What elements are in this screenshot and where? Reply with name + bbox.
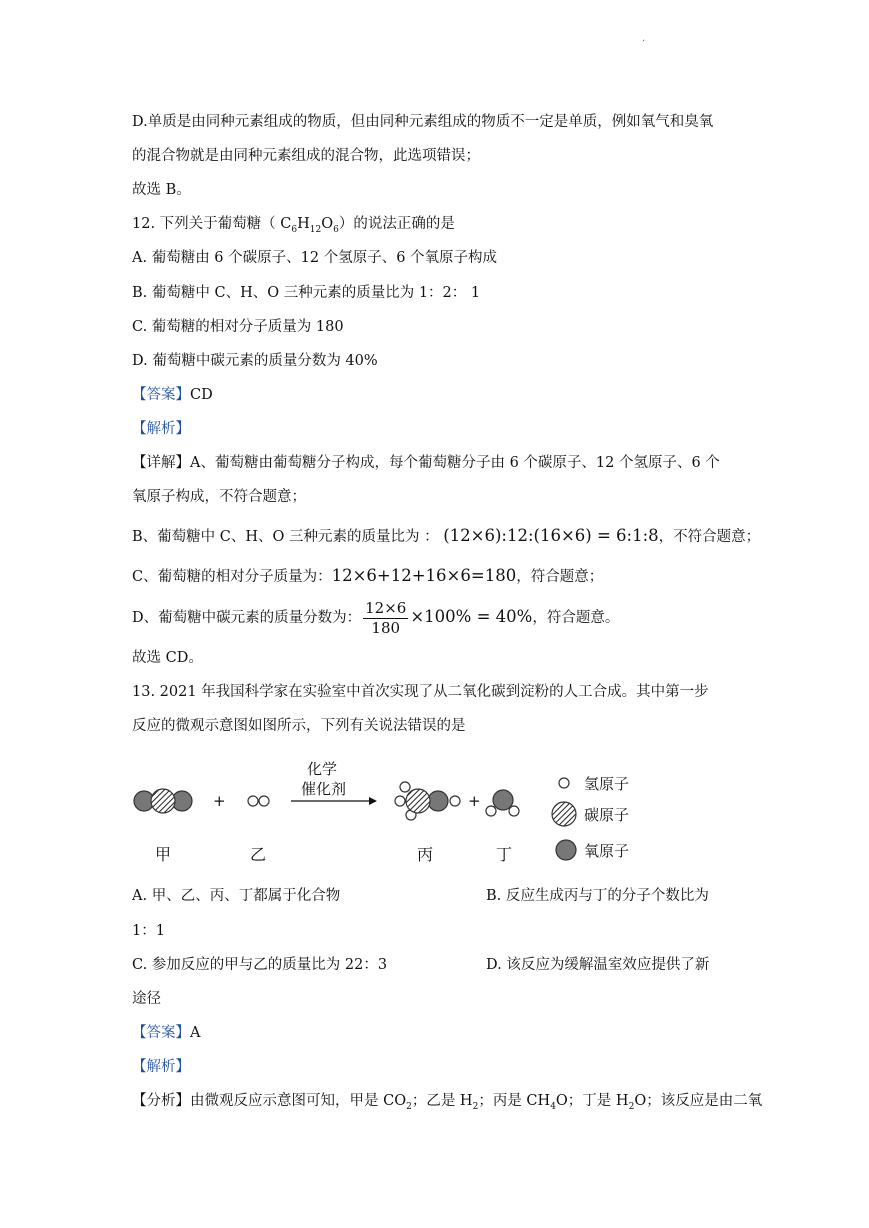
- answer-tag: 【答案】: [132, 387, 190, 403]
- q13-option-a: A. 甲、乙、丙、丁都属于化合物: [132, 888, 341, 904]
- q12-analysis-tag: 【解析】: [132, 421, 190, 437]
- mass-ratio-formula: (12×6):12:(16×6) = 6:1:8: [443, 526, 659, 545]
- q12-answer: 【答案】CD: [132, 387, 213, 403]
- molecule-yi-h2: [248, 796, 269, 806]
- q12-option-b: B. 葡萄糖中 C、H、O 三种元素的质量比为 1：2： 1: [132, 285, 481, 301]
- q12-detail-d: D、葡萄糖中碳元素的质量分数为： $\frac{12\times 6}{180}$ ×100% = 40%，符合题意。: [132, 598, 620, 637]
- q13-fenxi: 【分析】由微观反应示意图可知，甲是 $CO_2$；乙是 $H_2$；丙是 $CH_4O$；丁是 $H_2O$；该反应是由二氧: [132, 1093, 763, 1112]
- q13-stem-line1: 13. 2021 年我国科学家在实验室中首次实现了从二氧化碳到淀粉的人工合成。其中第一步: [132, 684, 709, 700]
- q12-stem: 12. 下列关于葡萄糖（ $C_6H_{12}O_6$）的说法正确的是: [132, 216, 455, 235]
- q13-option-b-line1: B. 反应生成丙与丁的分子个数比为: [486, 888, 709, 904]
- q12-option-d: D. 葡萄糖中碳元素的质量分数为 40%: [132, 353, 378, 369]
- legend-oxygen: 氧原子: [584, 842, 630, 860]
- label-yi: 乙: [250, 845, 267, 864]
- q12-detail-a2: 氧原子构成，不符合题意；: [132, 489, 306, 505]
- label-jia: 甲: [155, 845, 172, 864]
- q12-detail-b: B、葡萄糖中 C、H、O 三种元素的质量比为 ： (12×6):12:(16×6) = 6:1:8，不符合题意；: [132, 526, 761, 545]
- q13-stem-line2: 反应的微观示意图如图所示，下列有关说法错误的是: [132, 718, 466, 734]
- molecule-jia-co2: [134, 789, 192, 813]
- q12-option-a: A. 葡萄糖由 6 个碳原子、12 个氢原子、6 个氧原子构成: [132, 250, 498, 266]
- q13-answer: 【答案】A: [132, 1025, 201, 1041]
- q13-option-b-line2: 1：1: [132, 923, 165, 939]
- catalyst-label-1: 化学: [307, 760, 338, 778]
- mass-fraction: $\frac{12\times 6}{180}$: [365, 598, 407, 637]
- q13-option-d-line1: D. 该反应为缓解温室效应提供了新: [486, 957, 710, 973]
- q12-detail-a1: 【详解】A、葡萄糖由葡萄糖分子构成，每个葡萄糖分子由 6 个碳原子、12 个氢原子、6 个: [132, 455, 720, 471]
- legend-hydrogen: 氢原子: [584, 775, 630, 793]
- q11-conclusion: 故选 B。: [132, 182, 191, 198]
- legend-carbon: 碳原子: [584, 806, 630, 824]
- page-marker: ·: [642, 36, 646, 47]
- answer-tag: 【答案】: [132, 1025, 190, 1041]
- molar-mass-formula: 12×6+12+16×6=180: [331, 566, 517, 585]
- molecule-bing-ch4o: [395, 782, 460, 820]
- q11-option-d-line1: D.单质是由同种元素组成的物质，但由同种元素组成的物质不一定是单质，例如氧气和臭氧: [132, 114, 714, 130]
- label-bing: 丙: [417, 845, 434, 864]
- plus-sign: +: [213, 792, 226, 810]
- q12-option-c: C. 葡萄糖的相对分子质量为 180: [132, 319, 344, 335]
- legend-carbon-icon: [552, 802, 576, 826]
- reaction-diagram: [125, 755, 665, 875]
- q13-option-c: C. 参加反应的甲与乙的质量比为 22：3: [132, 957, 388, 973]
- legend-oxygen-icon: [556, 840, 576, 860]
- label-ding: 丁: [496, 845, 513, 864]
- legend-hydrogen-icon: [559, 778, 569, 788]
- q13-analysis-tag: 【解析】: [132, 1059, 190, 1075]
- q11-option-d-line2: 的混合物就是由同种元素组成的混合物，此选项错误；: [132, 148, 480, 164]
- q12-detail-c: C、葡萄糖的相对分子质量为：12×6+12+16×6=180，符合题意；: [132, 566, 604, 585]
- q13-option-d-line2: 途径: [132, 991, 161, 1007]
- catalyst-label-2: 催化剂: [301, 780, 347, 798]
- molecule-ding-h2o: [486, 790, 519, 816]
- reaction-arrow-head: [369, 797, 377, 805]
- q12-conclusion: 故选 CD。: [132, 650, 203, 666]
- plus-sign-2: +: [468, 792, 481, 810]
